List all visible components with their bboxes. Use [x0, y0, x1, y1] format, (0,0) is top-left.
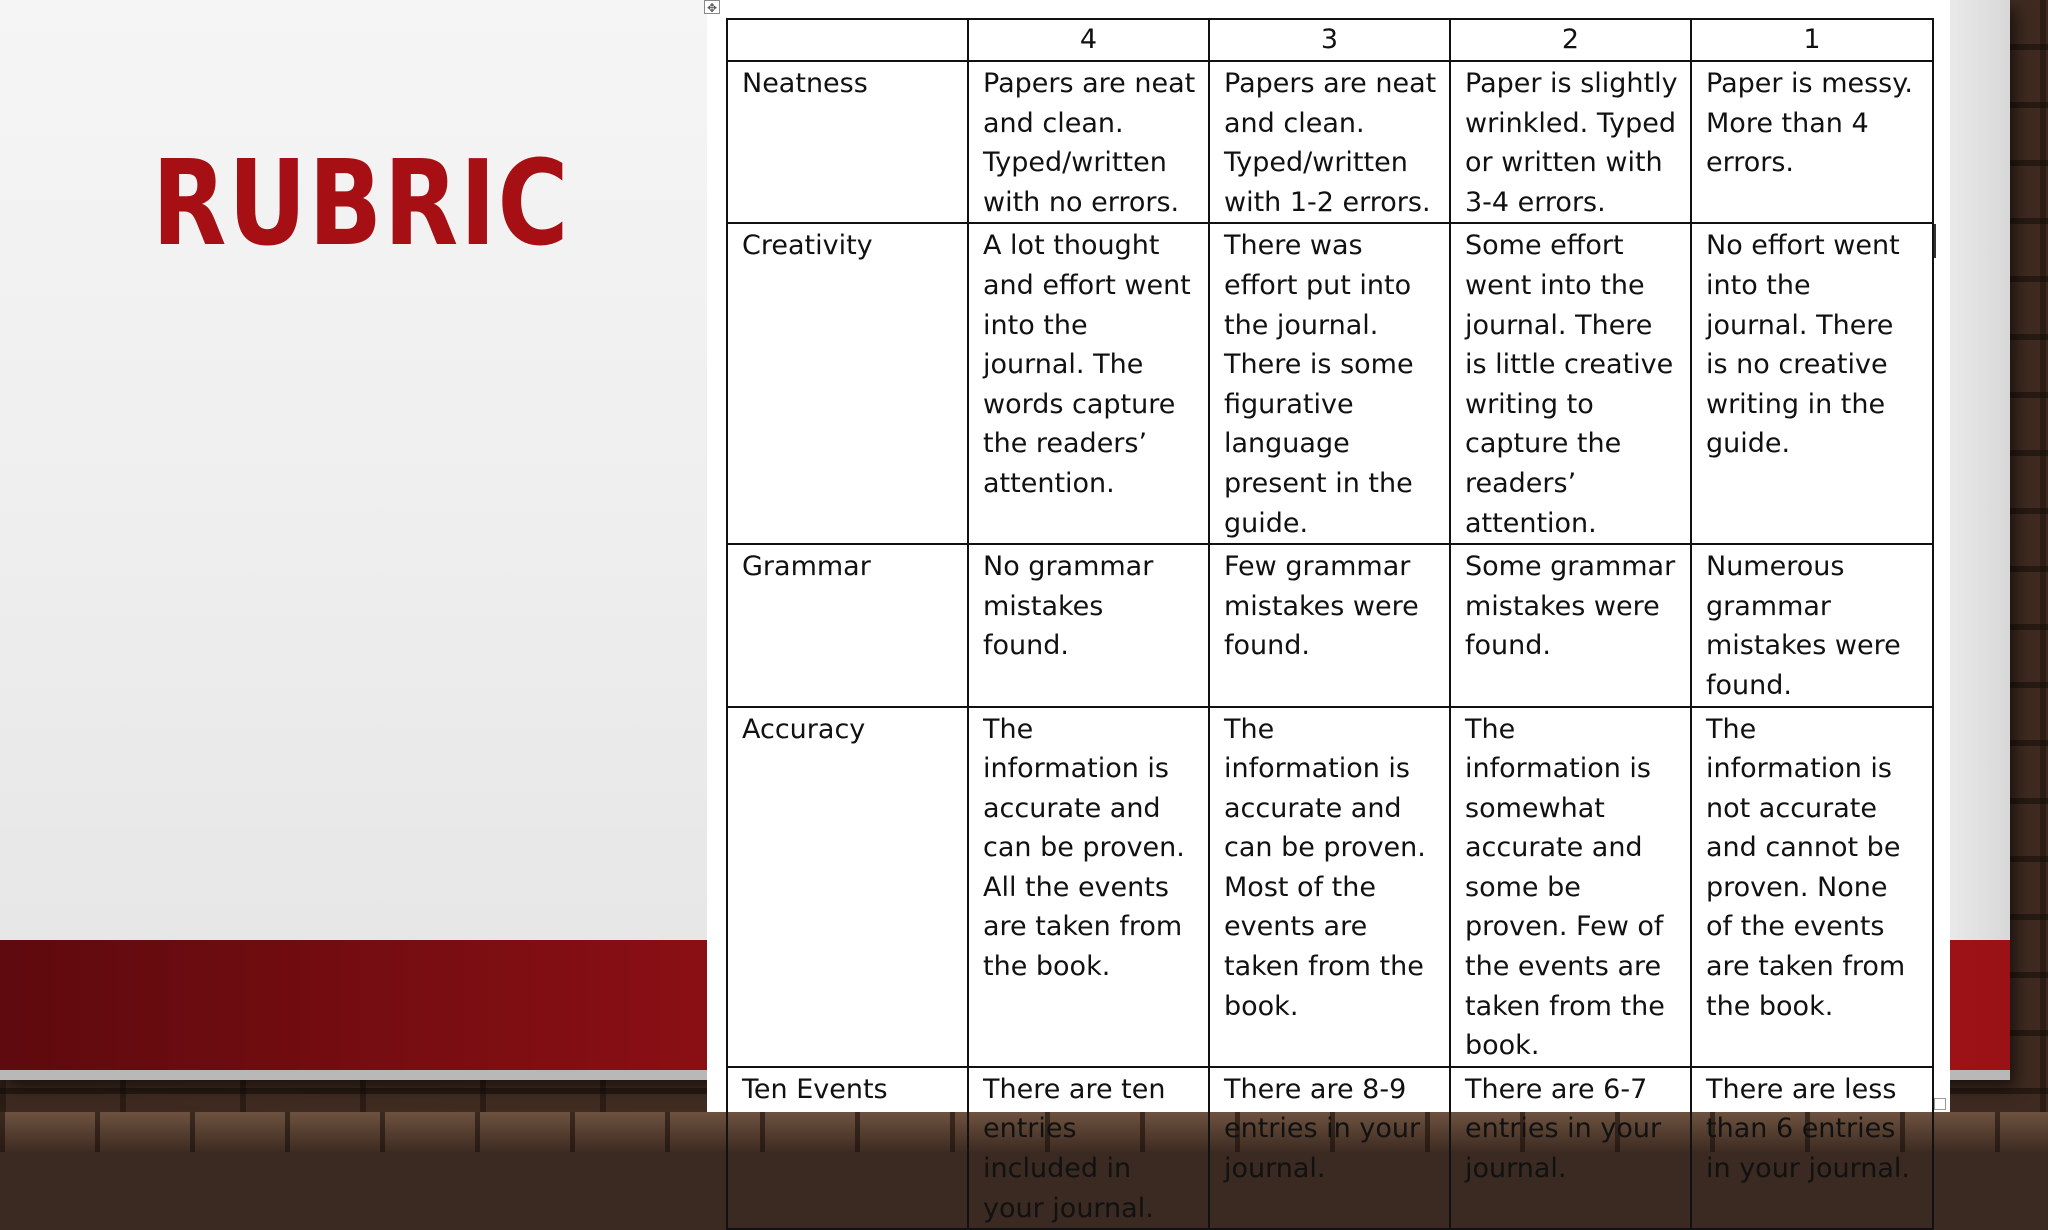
score-cell[interactable]: The information is accurate and can be proven. Most of the events are taken from the book. [1209, 707, 1450, 1067]
header-cell-score-3[interactable]: 3 [1209, 19, 1450, 61]
score-cell[interactable]: A lot thought and effort went into the journal. The words capture the readers’ attention. [968, 223, 1209, 544]
criterion-cell[interactable]: Grammar [727, 544, 968, 706]
table-header-row [727, 19, 1933, 61]
score-cell[interactable]: There was effort put into the journal. There is some figurative language present in the guide. [1209, 223, 1450, 544]
criterion-cell[interactable]: Neatness [727, 61, 968, 223]
text-cursor [1934, 224, 1936, 258]
criterion-cell[interactable]: Ten Events [727, 1067, 968, 1229]
score-cell[interactable]: Few grammar mistakes were found. [1209, 544, 1450, 706]
table-row-neatness [727, 61, 1933, 223]
header-cell-score-1[interactable]: 1 [1691, 19, 1933, 61]
score-cell[interactable]: Numerous grammar mistakes were found. [1691, 544, 1933, 706]
score-cell[interactable]: No grammar mistakes found. [968, 544, 1209, 706]
table-row-accuracy [727, 707, 1933, 1067]
score-cell[interactable]: Papers are neat and clean. Typed/written with no errors. [968, 61, 1209, 223]
criterion-cell[interactable]: Creativity [727, 223, 968, 544]
score-cell[interactable]: No effort went into the journal. There is no creative writing in the guide. [1691, 223, 1933, 544]
move-arrows-icon[interactable]: ✥ [704, 0, 720, 14]
score-cell[interactable]: There are 8-9 entries in your journal. [1209, 1067, 1450, 1229]
table-resize-handle[interactable] [1934, 1098, 1946, 1110]
score-cell[interactable]: The information is accurate and can be proven. All the events are taken from the book. [968, 707, 1209, 1067]
header-cell-score-4[interactable]: 4 [968, 19, 1209, 61]
table-row-ten-events [727, 1067, 1933, 1229]
slide-right-margin [1950, 0, 2010, 1080]
score-cell[interactable]: Papers are neat and clean. Typed/written with 1-2 errors. [1209, 61, 1450, 223]
criterion-cell[interactable]: Accuracy [727, 707, 968, 1067]
score-cell[interactable]: There are ten entries included in your journal. [968, 1067, 1209, 1229]
header-cell-score-2[interactable]: 2 [1450, 19, 1691, 61]
score-cell[interactable]: Paper is messy. More than 4 errors. [1691, 61, 1933, 223]
score-cell[interactable]: There are less than 6 entries in your journal. [1691, 1067, 1933, 1229]
score-cell[interactable]: Some grammar mistakes were found. [1450, 544, 1691, 706]
score-cell[interactable]: Paper is slightly wrinkled. Typed or written with 3-4 errors. [1450, 61, 1691, 223]
rubric-table[interactable] [726, 18, 1934, 1230]
score-cell[interactable]: The information is somewhat accurate and some be proven. Few of the events are taken from the book. [1450, 707, 1691, 1067]
slide-title: RUBRIC [152, 134, 571, 272]
table-row-grammar [727, 544, 1933, 706]
header-cell-criterion[interactable] [727, 19, 968, 61]
score-cell[interactable]: Some effort went into the journal. There is little creative writing to capture the readers’ attention. [1450, 223, 1691, 544]
score-cell[interactable]: There are 6-7 entries in your journal. [1450, 1067, 1691, 1229]
table-row-creativity [727, 223, 1933, 544]
score-cell[interactable]: The information is not accurate and cannot be proven. None of the events are taken from the book. [1691, 707, 1933, 1067]
